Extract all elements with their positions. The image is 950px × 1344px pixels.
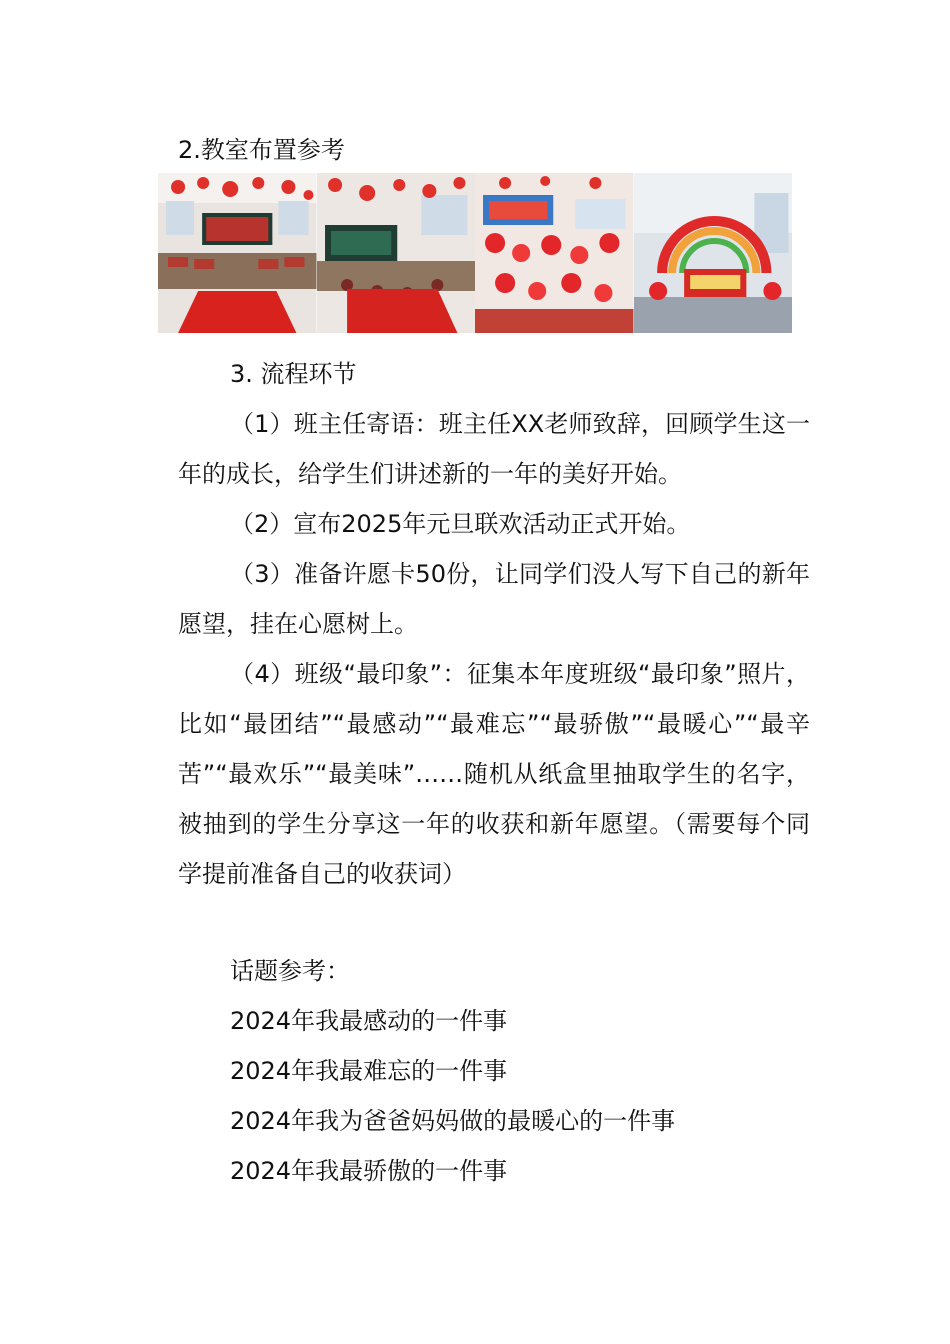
classroom-photo-strip <box>158 173 792 333</box>
topic-item: 2024年我为爸爸妈妈做的最暖心的一件事 <box>230 1107 676 1135</box>
topic-item: 2024年我最难忘的一件事 <box>230 1057 508 1085</box>
process-item-2: （2）宣布2025年元旦联欢活动正式开始。 <box>230 510 691 538</box>
process-item-1: （1）班主任寄语：班主任XX老师致辞，回顾学生这一年的成长，给学生们讲述新的一年的美好开始。 <box>178 410 810 488</box>
section-heading-classroom-layout: 2.教室布置参考 <box>178 136 345 164</box>
classroom-photo-4 <box>634 173 793 333</box>
classroom-photo-3 <box>475 173 634 333</box>
topic-item: 2024年我最骄傲的一件事 <box>230 1157 508 1185</box>
topics-label: 话题参考： <box>230 957 350 985</box>
classroom-photo-2 <box>317 173 476 333</box>
process-item-3: （3）准备许愿卡50份，让同学们没人写下自己的新年愿望，挂在心愿树上。 <box>178 560 810 638</box>
topic-item: 2024年我最感动的一件事 <box>230 1007 508 1035</box>
process-item-4: （4）班级“最印象”：征集本年度班级“最印象”照片，比如“最团结”“最感动”“最难忘”“最骄傲”“最暖心”“最辛苦”“最欢乐”“最美味”……随机从纸盒里抽取学生的名字，被抽到的学生分享这一年的收获和新年愿望。（需要每个同学提前准备自己的收获词） <box>178 660 810 888</box>
classroom-photo-1 <box>158 173 317 333</box>
section-heading-process: 3. 流程环节 <box>230 360 357 388</box>
